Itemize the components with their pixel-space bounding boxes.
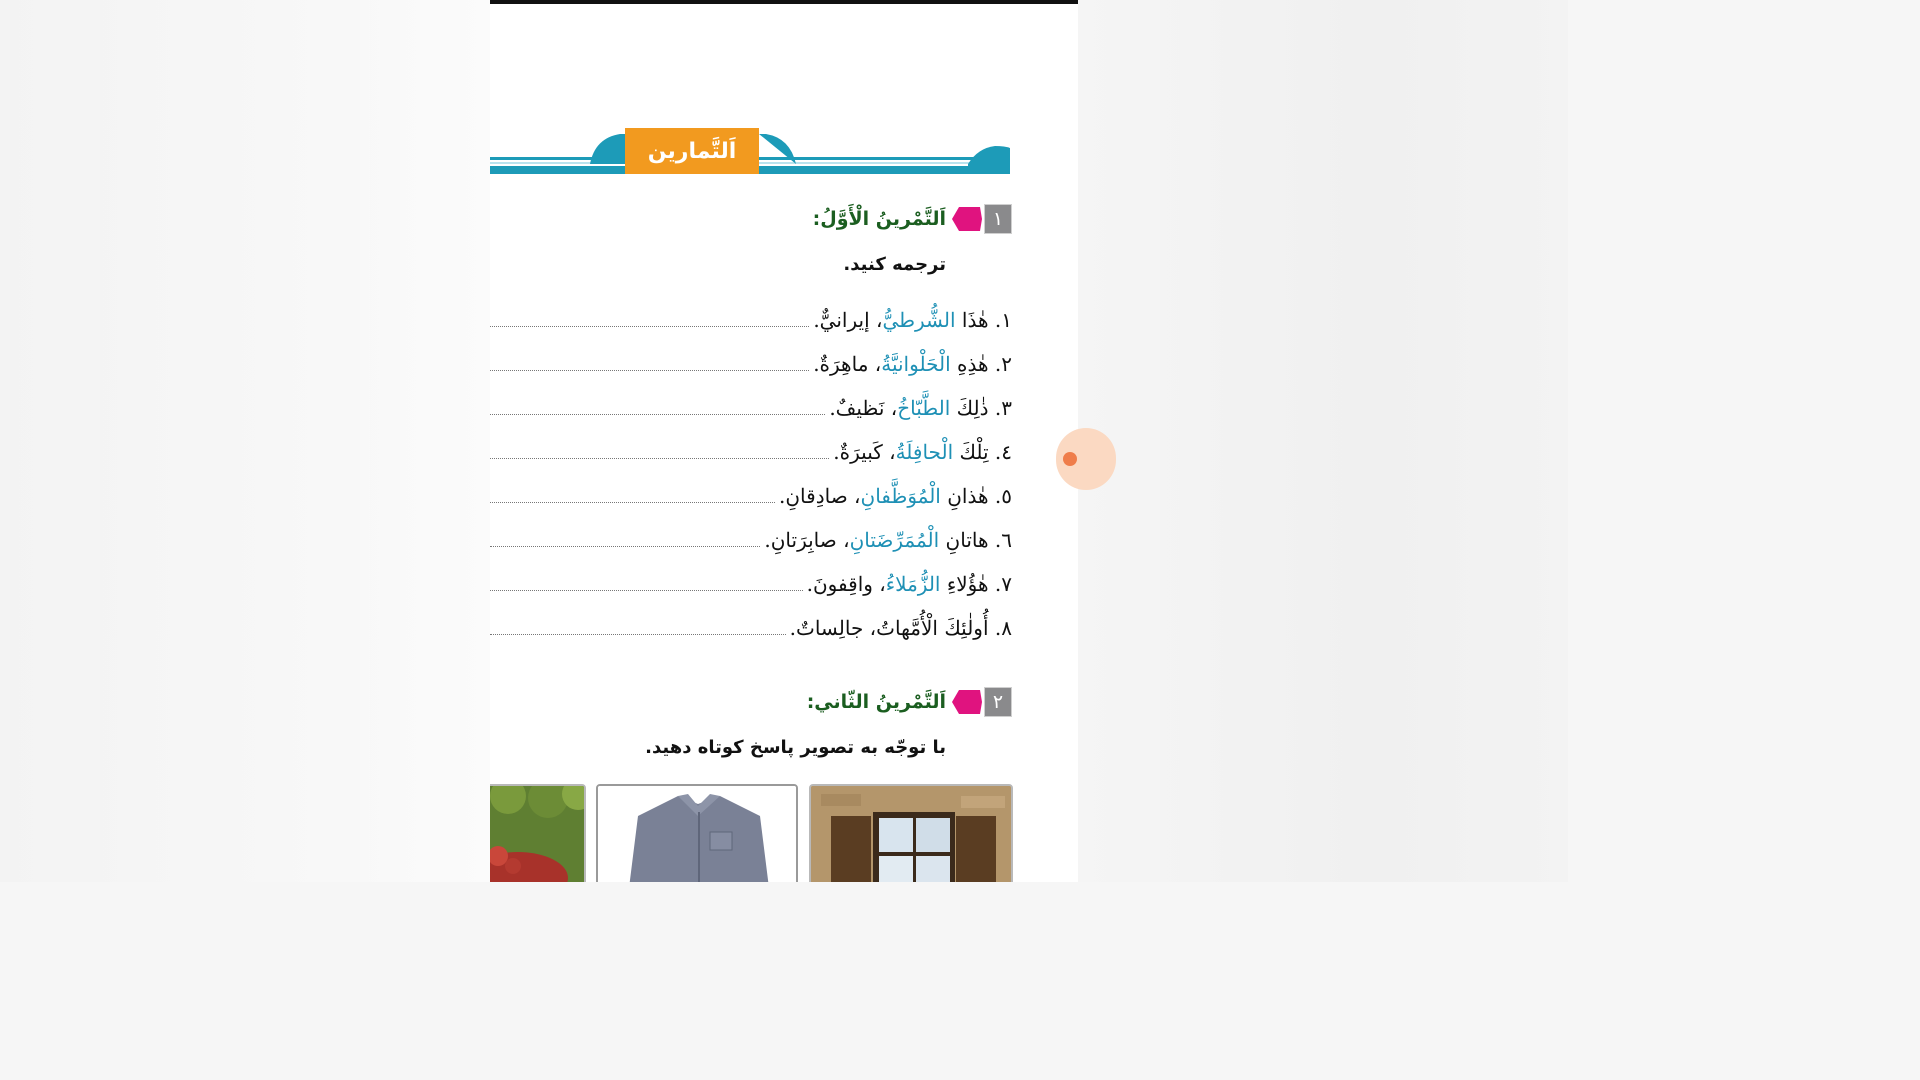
- answer-line[interactable]: [490, 413, 825, 415]
- answer-line[interactable]: [490, 545, 760, 547]
- sentence-row: [490, 348, 1012, 378]
- window-photo: [809, 784, 1013, 882]
- sentence-highlight: الْحافِلَةُ: [895, 440, 954, 464]
- sentence-text: [786, 614, 1012, 642]
- sentence-prefix: ٤. تِلْكَ: [953, 440, 1012, 464]
- sentence-row: [490, 392, 1012, 422]
- sentence-highlight: الْحَلْوانيَّةُ: [881, 352, 951, 376]
- apples-image-icon: [490, 786, 586, 882]
- exercise1-header: [813, 204, 1012, 234]
- sentence-prefix: ٦. هاتانِ: [939, 528, 1012, 552]
- sentence-highlight: الْأُمَّهاتُ: [876, 616, 938, 640]
- exercise1-title: اَلتَّمْرينُ الْأَوَّلُ:: [812, 208, 946, 230]
- sentence-text: [775, 482, 1012, 510]
- sentence-text: [825, 394, 1012, 422]
- sentence-text: [803, 570, 1012, 598]
- shirt-photo: [596, 784, 798, 882]
- exercise2-header: [807, 687, 1012, 717]
- answer-line[interactable]: [490, 369, 809, 371]
- sentence-suffix: ، إيرانيٌّ.: [813, 308, 883, 332]
- answer-line[interactable]: [490, 457, 829, 459]
- scroll-indicator-dot[interactable]: [1063, 452, 1077, 466]
- sentence-prefix: ٢. هٰذِهِ: [950, 352, 1012, 376]
- sentence-suffix: ، صادِقانِ.: [779, 484, 861, 508]
- sentence-highlight: الشُّرطيُّ: [882, 308, 956, 332]
- sentence-highlight: الْمُمَرِّضَتانِ: [849, 528, 940, 552]
- pink-marker-icon: [950, 204, 984, 234]
- apples-photo: [490, 784, 586, 882]
- answer-line[interactable]: [490, 501, 775, 503]
- sentence-row: [490, 304, 1012, 334]
- top-bar: [490, 0, 1078, 4]
- sentence-suffix: ، ماهِرَةٌ.: [813, 352, 882, 376]
- exercise2-number: ٢: [984, 687, 1012, 717]
- sentence-highlight: الْمُوَظَّفانِ: [860, 484, 941, 508]
- sentence-prefix: ٨. أُولٰئِكَ: [937, 616, 1012, 640]
- section-title: اَلتَّمارين: [625, 128, 759, 174]
- shirt-image-icon: [598, 786, 798, 882]
- sentence-text: [829, 438, 1012, 466]
- sentence-suffix: ، جالِساتٌ.: [789, 616, 877, 640]
- sentence-text: [809, 350, 1012, 378]
- sentence-suffix: ، كَبيرَةٌ.: [833, 440, 896, 464]
- exercise1-number: ١: [984, 204, 1012, 234]
- sentence-row: [490, 524, 1012, 554]
- sentence-highlight: الزُّمَلاءُ: [885, 572, 941, 596]
- sentence-prefix: ١. هٰذَا: [955, 308, 1012, 332]
- right-background: [1078, 0, 1568, 882]
- sentence-text: [809, 306, 1012, 334]
- sentence-row: [490, 436, 1012, 466]
- exercise2-title: اَلتَّمْرينُ الثّاني:: [806, 691, 946, 713]
- window-image-icon: [811, 786, 1013, 882]
- answer-line[interactable]: [490, 325, 809, 327]
- sentence-prefix: ٥. هٰذانِ: [940, 484, 1012, 508]
- pink-marker-icon: [950, 687, 984, 717]
- left-background: [0, 0, 490, 882]
- sentence-prefix: ٧. هٰؤُلاءِ: [940, 572, 1012, 596]
- section-banner: [490, 124, 1078, 180]
- sentence-highlight: الطَّبّاخُ: [897, 396, 951, 420]
- sentence-suffix: ، نَظيفٌ.: [829, 396, 898, 420]
- sentence-text: [760, 526, 1012, 554]
- sentence-row: [490, 568, 1012, 598]
- sentence-prefix: ٣. ذٰلِكَ: [950, 396, 1012, 420]
- exercise1-instruction: ترجمه كنيد.: [843, 254, 946, 275]
- sentence-suffix: ، صابِرَتانِ.: [764, 528, 850, 552]
- sentence-row: [490, 480, 1012, 510]
- book-page: [490, 0, 1078, 882]
- exercise2-instruction: با توجّه به تصوير پاسخ كوتاه دهيد.: [645, 737, 946, 758]
- answer-line[interactable]: [490, 633, 786, 635]
- answer-line[interactable]: [490, 589, 803, 591]
- sentence-row: [490, 612, 1012, 642]
- sentence-suffix: ، واقِفونَ.: [806, 572, 886, 596]
- banner-cloud-ornaments: [490, 124, 1078, 180]
